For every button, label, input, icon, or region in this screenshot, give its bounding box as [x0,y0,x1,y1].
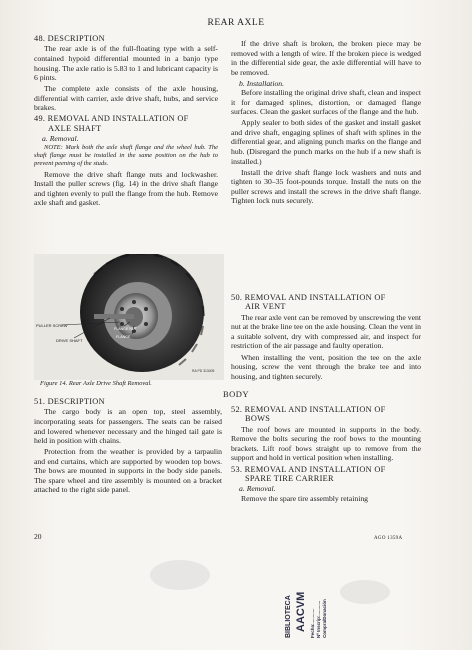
section-50-paragraph-1: The rear axle vent can be removed by unscrewing the vent nut at the brake line tee on the axle housing. Clean the vent in a suitable solvent, dry with compressed air, and inspect for restriction of the air passage and faulty operation. [231,312,421,351]
section-48-title: 48. DESCRIPTION [34,34,105,43]
right-bottom-column [231,405,421,505]
right-paragraph-2: Before installing the original drive shaft, clean and inspect it for damaged splines, distortion, or damaged flange surfaces. Clean the gasket surfaces of the flange and the hub. [231,88,421,117]
section-48-paragraph-2: The complete axle consists of the axle housing, differential with carrier, axle drive shaft, hubs, and service brakes. [34,84,218,113]
ago-number: AGO 1359A [374,536,403,541]
wheel-illustration [34,254,224,380]
section-51-title: 51. DESCRIPTION [34,397,105,406]
section-52-title-line-2: BOWS [245,414,271,424]
section-53-paragraph-1: Remove the spare tire assembly retaining [241,493,369,503]
page-header: REAR AXLE [207,18,265,28]
label-puller-screw: PULLER SCREW [36,323,68,328]
section-48-paragraph-1: The rear axle is of the full-floating type with a self-contained hypoid differential mounted in a banjo type housing. The axle ratio is 5.83 to 1 and lubricant capacity is 6 pints. [34,44,218,83]
section-53-removal-heading: a. Removal. [239,484,276,494]
right-paragraph-3: Apply sealer to both sides of the gasket and install gasket and drive shaft, engaging splines of shaft with splines in the differential gear, and aligning punch marks on the flange and hub. (Disregard the punch marks on the hub if a new shaft is installed.) [231,118,421,166]
section-49-removal-heading: a. Removal. [42,134,79,144]
section-52-title [231,405,421,424]
label-flange-nut: FLANGE NUT [114,327,137,331]
section-49-title-line-2: AXLE SHAFT [48,123,102,133]
section-50-title-line-2: AIR VENT [245,302,286,312]
stamp-line-4: Nº Inscrip:............ [316,600,321,638]
left-top-column [34,34,218,209]
section-49-title [34,114,218,133]
section-53-title-line-1: 53. REMOVAL AND INSTALLATION OF [231,464,386,474]
figure-14-caption: Figure 14. Rear Axle Drive Shaft Removal. [40,380,152,387]
section-50-title-line-1: 50. REMOVAL AND INSTALLATION OF [231,293,386,302]
stamp-line-3: Fecha:............ [310,608,315,638]
right-paragraph-4: Install the drive shaft flange lock washers and nuts and tighten to 30–35 foot-pounds torque. Install the nuts on the puller screws and install the screws in the drive shaft flange. Tighten lock nuts securely. [231,167,421,206]
library-stamp [285,520,325,640]
section-53-title [231,465,421,484]
body-section-title: BODY [222,389,250,399]
section-50-title [231,293,421,312]
section-49-installation-heading: b. Installation. [239,78,285,88]
left-bottom-column [34,397,222,496]
section-52-title-line-1: 52. REMOVAL AND INSTALLATION OF [231,405,386,414]
section-49-paragraph-1: Remove the drive shaft flange nuts and lockwasher. Install the puller screws (fig. 14) in the drive shaft flange and tighten evenly to pull the flange from the hub. Remove axle shaft and gasket. [34,169,218,208]
figure-ra-number: RA PD 313405 [192,369,215,373]
right-paragraph-1: If the drive shaft is broken, the broken piece may be removed with a length of wire. If the broken piece is wedged in the differential side gear, the axle differential will have to be removed. [231,39,421,77]
section-49-note: NOTE: Mark both the axle shaft flange and the wheel hub. The shaft flange must be installed in the same position on the hub to prevent peening of the studs. [34,143,218,167]
section-51-paragraph-1: The cargo body is an open top, steel assembly, incorporating seats for passengers. The seats can be raised and lowered whenever necessary and the hinged tail gate is held in position with chains. [34,407,222,446]
section-50-column [231,293,421,383]
label-flange: FLANGE [116,335,131,339]
stamp-line-1: BIBLIOTECA [285,595,292,638]
label-drive-shaft: DRIVE SHAFT [56,338,83,343]
section-50-paragraph-2: When installing the vent, position the tee on the axle housing, screw the vent through the brake tee and into housing, and tighten securely. [231,352,421,381]
stamp-line-5: Compra/Donación [322,599,327,638]
section-53-title-line-2: SPARE TIRE CARRIER [245,473,334,483]
drive-shaft [94,314,134,319]
section-52-paragraph-1: The roof bows are mounted in supports in the body. Remove the bolts securing the roof bows to the mounting brackets. Lift roof bows straight up to remove from the support and hold in vertical position when installing. [231,424,421,463]
page-number: 20 [34,532,42,541]
section-51-paragraph-2: Protection from the weather is provided by a tarpaulin and end curtains, which are supported by wooden top bows. The bows are mounted in supports in the body side panels. The spare wheel and tire assembly is mounted on a bracket attached to the right side panel. [34,447,222,495]
section-49-title-line-1: 49. REMOVAL AND INSTALLATION OF [34,114,189,124]
scan-smudge [150,560,210,590]
scan-smudge [340,580,390,604]
figure-14 [34,254,224,380]
right-top-column [231,39,421,207]
stamp-line-2: AACVM [295,591,307,632]
